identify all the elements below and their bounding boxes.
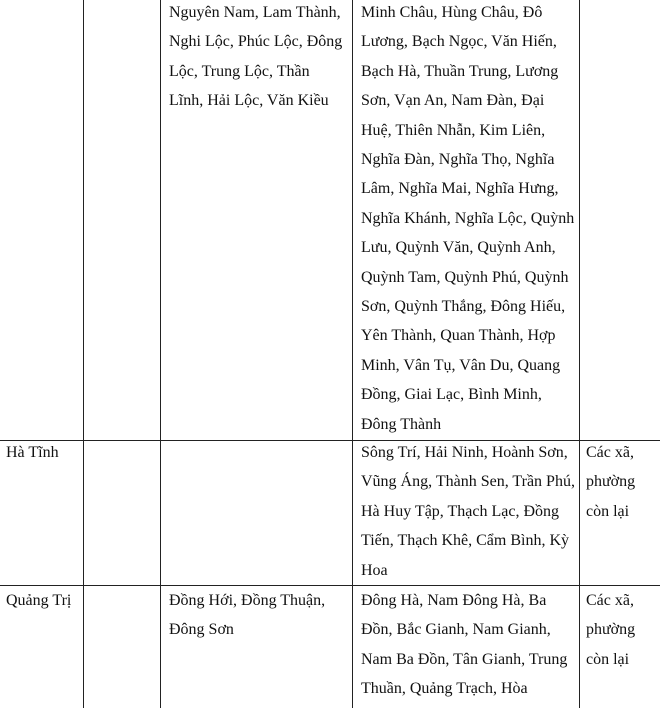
- cell-row2-col5: Các xã, phường còn lại: [586, 592, 636, 668]
- cell-province-quang-tri: Quảng Trị: [6, 592, 72, 609]
- column-divider: [160, 0, 161, 708]
- cell-row2-col4: Đông Hà, Nam Đông Hà, Ba Đồn, Bắc Gianh, Nam Gianh, Nam Ba Đồn, Tân Gianh, Trung Thuần, Quảng Trạch, Hòa: [361, 592, 568, 698]
- cell-row1-col4: Sông Trí, Hải Ninh, Hoành Sơn, Vũng Áng, Thành Sen, Trần Phú, Hà Huy Tập, Thạch Lạc, Đồng Tiến, Thạch Khê, Cẩm Bình, Kỳ Hoa: [361, 444, 575, 579]
- column-divider: [83, 0, 84, 708]
- cell-row0-col4: Minh Châu, Hùng Châu, Đô Lương, Bạch Ngọc, Văn Hiến, Bạch Hà, Thuần Trung, Lương Sơn, Vạn An, Nam Đàn, Đại Huệ, Thiên Nhẫn, Kim Liên, Nghĩa Đàn, Nghĩa Thọ, Nghĩa Lâm, Nghĩa Mai, Nghĩa Hưng, Nghĩa Khánh, Nghĩa Lộc, Quỳnh Lưu, Quỳnh Văn, Quỳnh Anh, Quỳnh Tam, Quỳnh Phú, Quỳnh Sơn, Quỳnh Thắng, Đông Hiếu, Yên Thành, Quan Thành, Hợp Minh, Vân Tụ, Vân Du, Quang Đồng, Giai Lạc, Bình Minh, Đông Thành: [361, 4, 575, 433]
- cell-row1-col5: Các xã, phường còn lại: [586, 444, 636, 520]
- column-divider: [579, 0, 580, 708]
- cell-province-ha-tinh: Hà Tĩnh: [6, 444, 59, 461]
- cell-row2-col3: Đồng Hới, Đồng Thuận, Đông Sơn: [169, 592, 326, 639]
- column-divider: [352, 0, 353, 708]
- cell-row0-col3: Nguyên Nam, Lam Thành, Nghi Lộc, Phúc Lộc, Đông Lộc, Trung Lộc, Thần Lĩnh, Hải Lộc, Văn Kiều: [169, 4, 343, 110]
